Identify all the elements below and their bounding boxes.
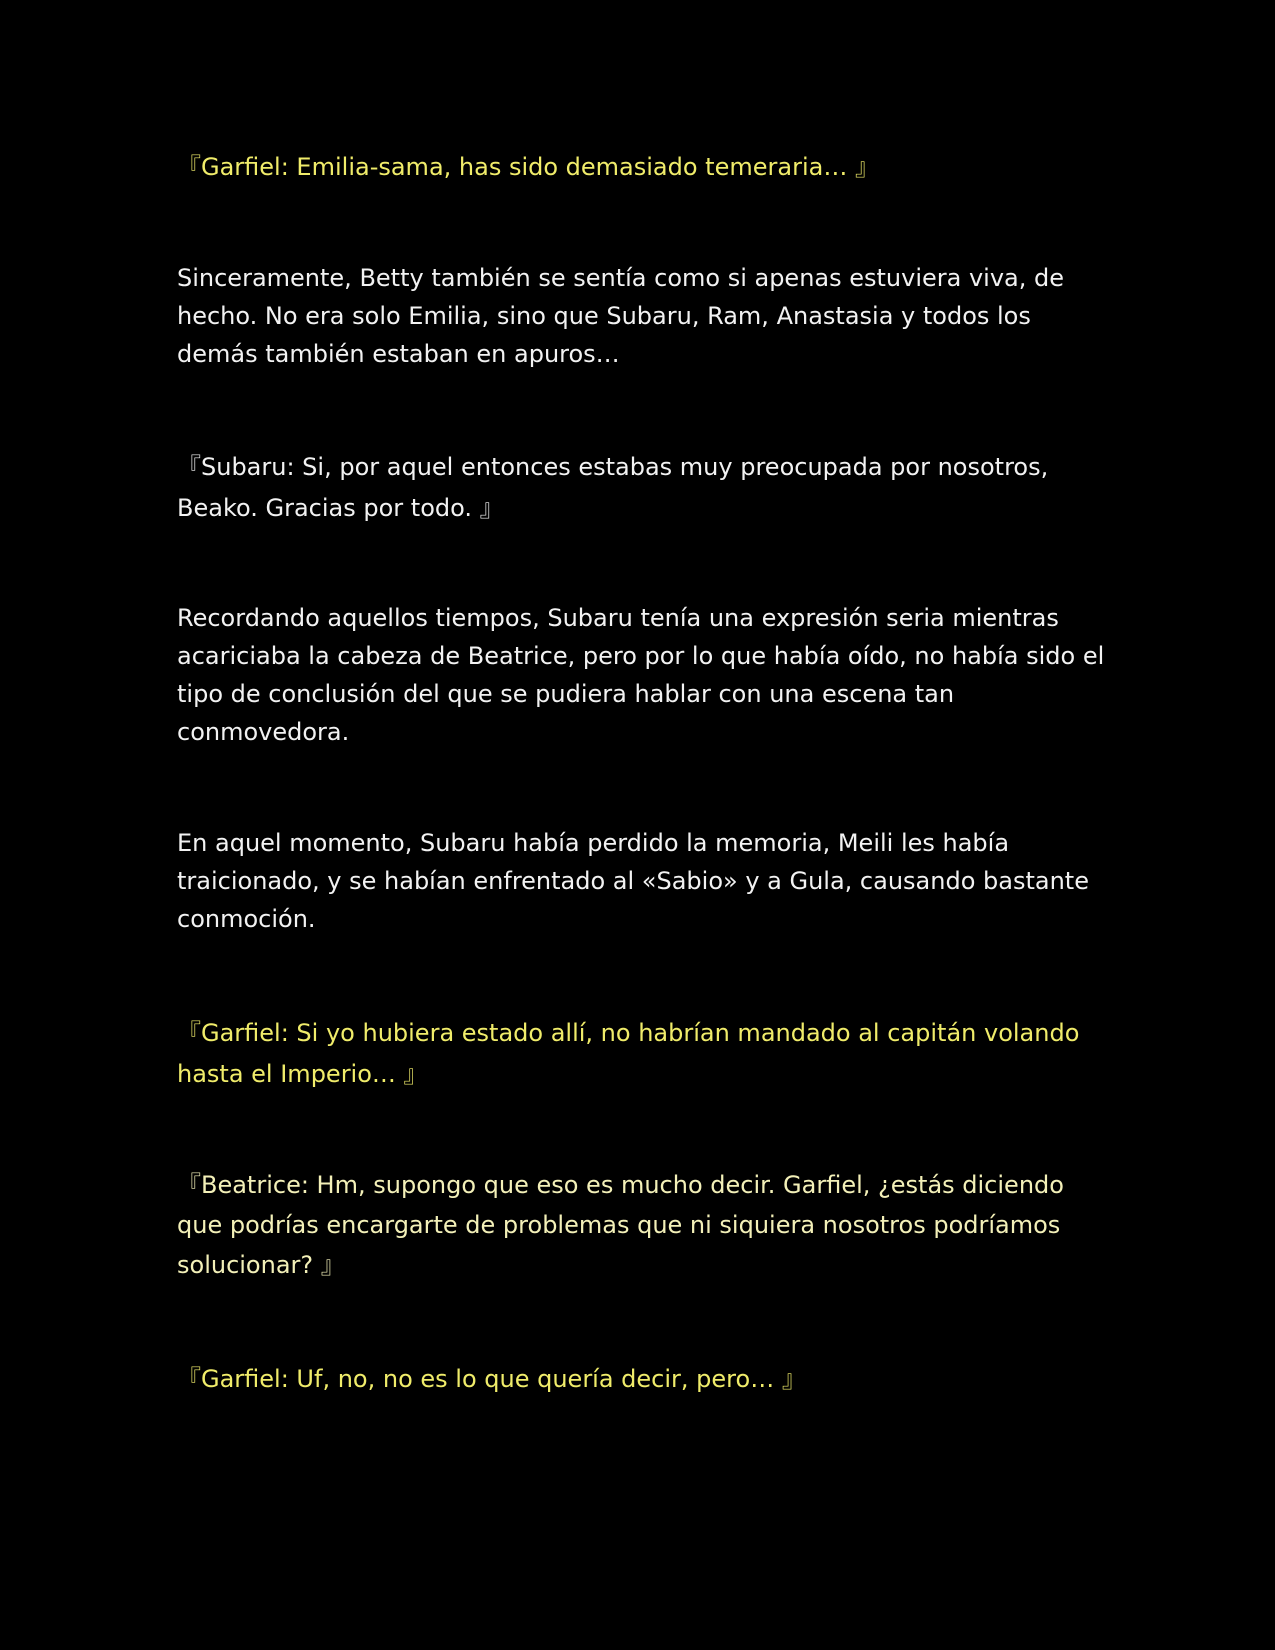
dialogue-garfiel: 『Garfiel: Emilia-sama, has sido demasiado temeraria… 』 — [177, 153, 879, 181]
dialogue-beatrice: 『Beatrice: Hm, supongo que eso es mucho decir. Garfiel, ¿estás diciendo que podrías encargarte de problemas que ni siquiera nosotros podríamos solucionar? 』 — [177, 1171, 1064, 1279]
narration-paragraph: En aquel momento, Subaru había perdido la memoria, Meili les había traicionado, y se habían enfrentado al «Sabio» y a Gula, causando bastante conmoción. — [177, 829, 1089, 933]
dialogue-garfiel: 『Garfiel: Si yo hubiera estado allí, no habrían mandado al capitán volando hasta el Imperio… 』 — [177, 1019, 1080, 1088]
narration-paragraph: Sinceramente, Betty también se sentía como si apenas estuviera viva, de hecho. No era solo Emilia, sino que Subaru, Ram, Anastasia y todos los demás también estaban en apuros… — [177, 264, 1065, 368]
narration-paragraph: Recordando aquellos tiempos, Subaru tenía una expresión seria mientras acariciaba la cabeza de Beatrice, pero por lo que había oído, no había sido el tipo de conclusión del que se pudiera hablar con una escena tan conmovedora. — [177, 604, 1105, 746]
dialogue-subaru: 『Subaru: Si, por aquel entonces estabas muy preocupada por nosotros, Beako. Gracias por todo. 』 — [177, 453, 1049, 522]
dialogue-garfiel: 『Garfiel: Uf, no, no es lo que quería decir, pero… 』 — [177, 1365, 806, 1393]
